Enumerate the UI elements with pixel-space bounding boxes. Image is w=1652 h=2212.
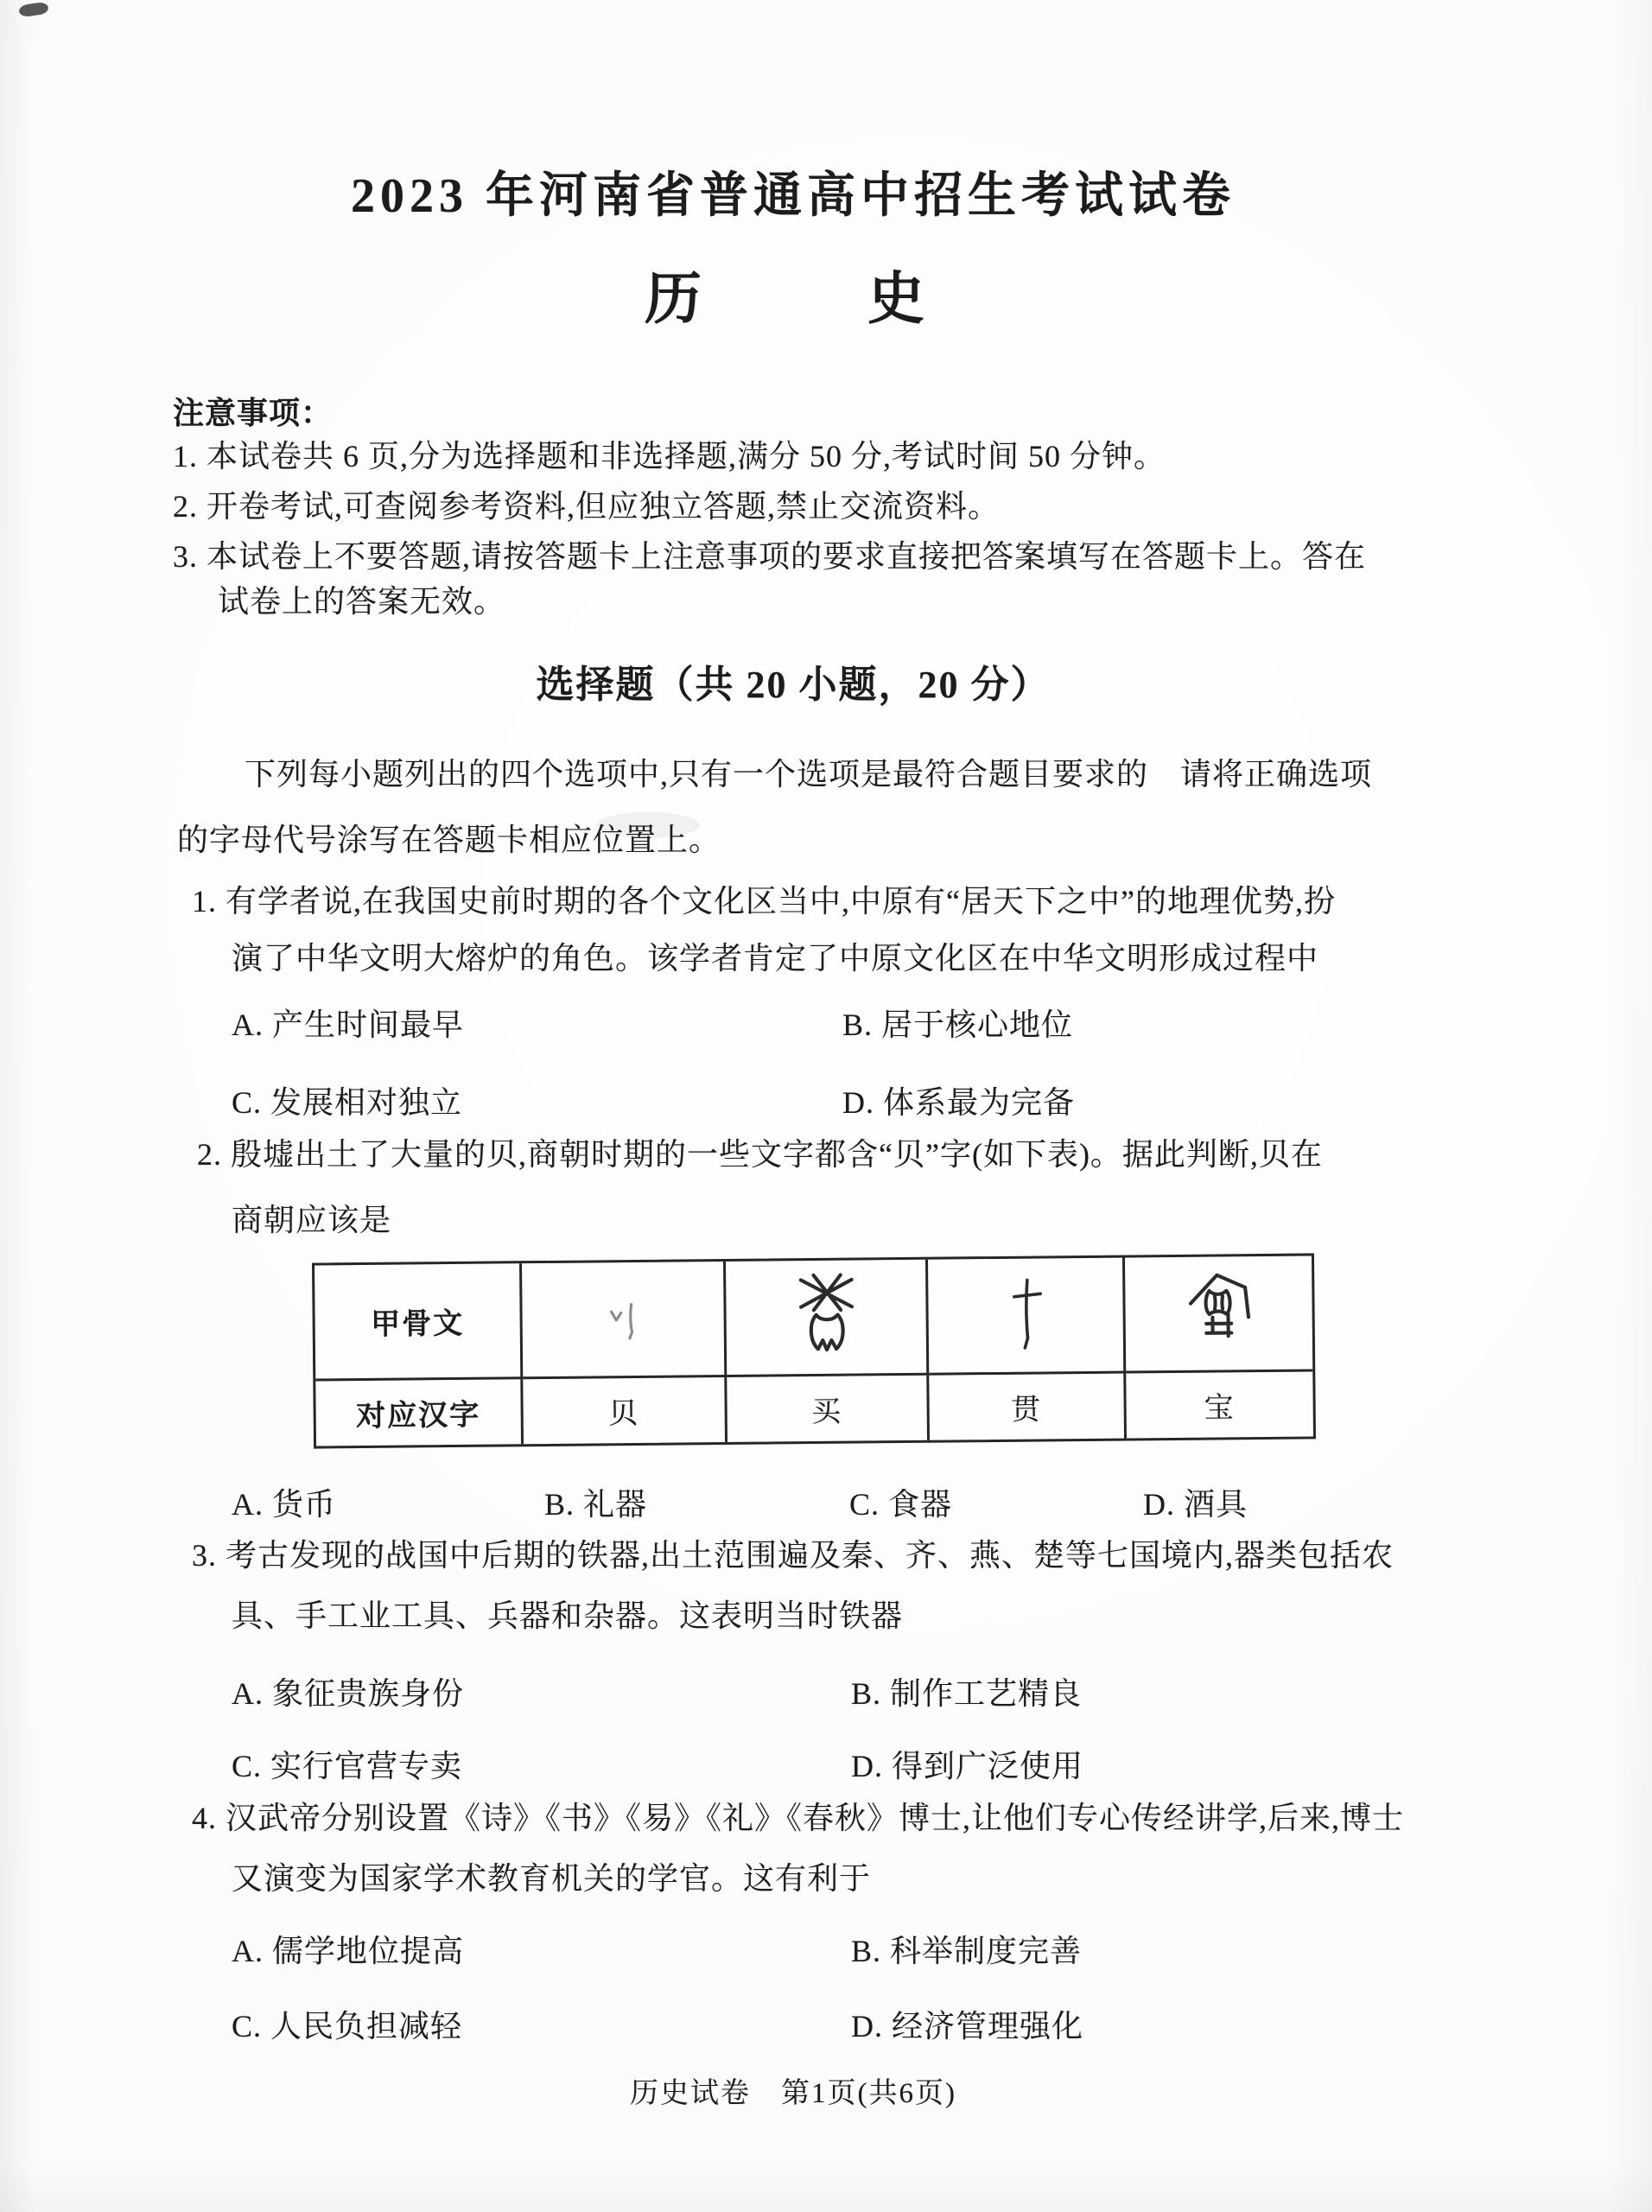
question-4-option-a: A. 儒学地位提高 <box>232 1934 464 1968</box>
table-cell-script-label: 甲骨文 <box>315 1263 523 1381</box>
table-cell-hanzi-bao: 宝 <box>1204 1392 1236 1425</box>
page-title: 2023 年河南省普通高中招生考试试卷 <box>351 169 1236 223</box>
section-intro-line-2: 的字母代号涂写在答题卡相应位置上。 <box>177 823 721 857</box>
question-3-line-1: 3. 考古发现的战国中后期的铁器,出土范围遍及秦、齐、燕、楚等七国境内,器类包括农 <box>192 1538 1395 1573</box>
oracle-mai-icon <box>726 1260 929 1377</box>
question-2-option-a: A. 货币 <box>232 1487 336 1522</box>
question-4-line-2: 又演变为国家学术教育机关的学官。这有利于 <box>232 1861 872 1896</box>
question-4-option-c: C. 人民负担减轻 <box>232 2009 463 2044</box>
question-4-option-b: B. 科举制度完善 <box>851 1934 1083 1968</box>
oracle-bao-icon <box>1125 1255 1312 1373</box>
question-1-option-b: B. 居于核心地位 <box>842 1007 1074 1042</box>
table-cell-hanzi-guan: 贯 <box>929 1374 1127 1440</box>
question-3-line-2: 具、手工业工具、兵器和杂器。这表明当时铁器 <box>232 1599 904 1633</box>
table-cell-hanzi-label: 对应汉字 <box>315 1379 524 1446</box>
question-2-option-b: B. 礼器 <box>544 1487 648 1522</box>
question-1-line-1: 1. 有学者说,在我国史前时期的各个文化区当中,中原有“居天下之中”的地理优势,扮 <box>192 884 1336 918</box>
table-cell-hanzi-bei: 贝 <box>523 1377 728 1444</box>
question-2-line-1: 2. 殷墟出土了大量的贝,商朝时期的一些文字都含“贝”字(如下表)。据此判断,贝在 <box>197 1137 1323 1172</box>
oracle-guan-icon <box>928 1258 1126 1376</box>
scan-artifact-corner <box>18 2 49 18</box>
question-3-option-c: C. 实行官营专卖 <box>232 1749 463 1783</box>
notice-item-3: 3. 本试卷上不要答题,请按答题卡上注意事项的要求直接把答案填写在答题卡上。答在 <box>173 539 1367 574</box>
section-heading: 选择题（共 20 小题，20 分） <box>536 664 1051 706</box>
notice-item-2: 2. 开卷考试,可查阅参考资料,但应独立答题,禁止交流资料。 <box>173 489 1001 524</box>
notice-item-1: 1. 本试卷共 6 页,分为选择题和非选择题,满分 50 分,考试时间 50 分钟。 <box>173 439 1166 474</box>
question-3-option-b: B. 制作工艺精良 <box>851 1676 1083 1711</box>
question-4-option-d: D. 经济管理强化 <box>851 2009 1083 2044</box>
question-1-line-2: 演了中华文明大熔炉的角色。该学者肯定了中原文化区在中华文明形成过程中 <box>232 941 1319 976</box>
question-1-option-c: C. 发展相对独立 <box>232 1085 463 1120</box>
question-1-option-d: D. 体系最为完备 <box>842 1085 1075 1120</box>
question-2-option-d: D. 酒具 <box>1143 1487 1248 1522</box>
oracle-character-table <box>312 1253 1316 1448</box>
question-2-option-c: C. 食器 <box>849 1487 953 1522</box>
notice-item-3-cont: 试卷上的答案无效。 <box>218 584 506 619</box>
question-4-line-1: 4. 汉武帝分别设置《诗》《书》《易》《礼》《春秋》博士,让他们专心传经讲学,后来,博士 <box>192 1801 1405 1835</box>
notice-heading: 注意事项： <box>173 396 334 430</box>
page-footer: 历史试卷 第1页(共6页) <box>630 2078 956 2109</box>
section-intro-line-1: 下列每小题列出的四个选项中,只有一个选项是最符合题目要求的 请将正确选项 <box>245 757 1373 791</box>
table-cell-hanzi-mai: 买 <box>727 1376 930 1442</box>
question-1-option-a: A. 产生时间最早 <box>232 1007 464 1042</box>
question-3-option-d: D. 得到广泛使用 <box>851 1749 1083 1783</box>
subject-title: 历 史 <box>645 268 942 331</box>
question-2-line-2: 商朝应该是 <box>232 1203 392 1237</box>
question-3-option-a: A. 象征贵族身份 <box>232 1676 464 1711</box>
oracle-bei-icon <box>522 1262 727 1379</box>
